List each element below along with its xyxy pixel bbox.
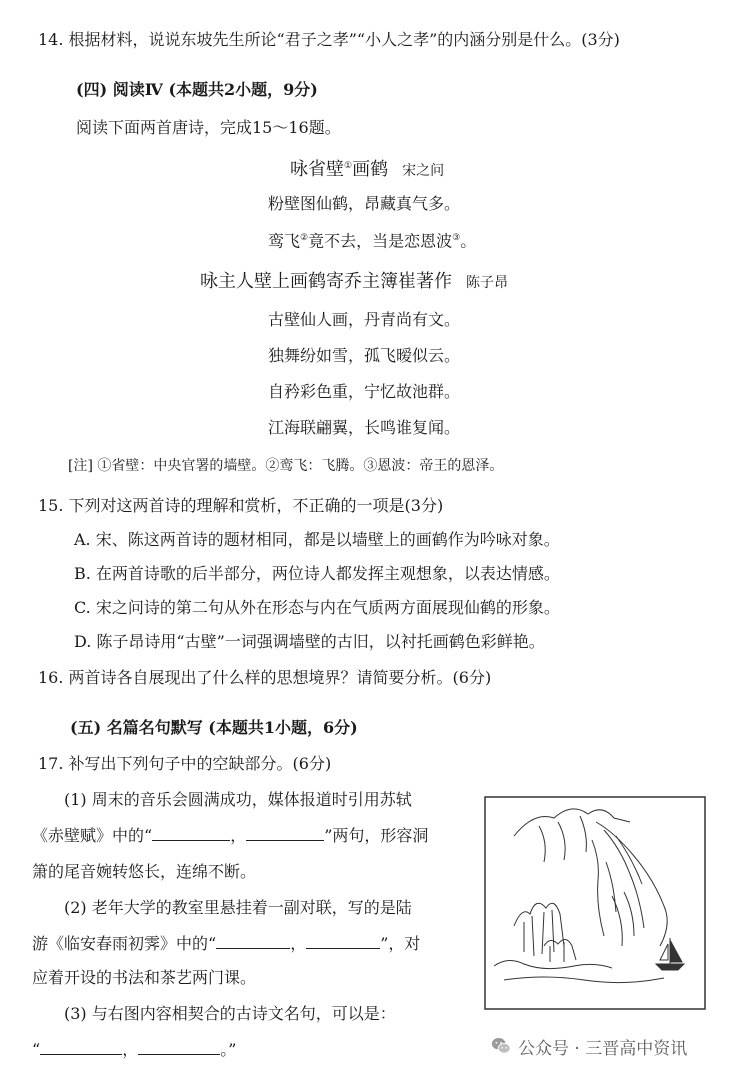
poem-2-author: 陈子昂 [466,275,508,291]
answer-blank[interactable] [152,826,230,841]
poem-1-author: 宋之问 [402,163,445,179]
section-4-heading: (四) 阅读Ⅳ (本题共2小题，9分) [76,80,318,99]
poem-1-title: 咏省壁①画鹤 宋之问 [290,159,445,180]
poem-2-line-2: 独舞纷如雪，孤飞暧似云。 [268,346,461,365]
poem-notes: [注] ①省壁：中央官署的墙壁。②鸾飞：飞腾。③恩波：帝王的恩泽。 [68,458,504,474]
answer-blank[interactable] [138,1040,220,1055]
q17-part-2-line-3: 应着开设的书法和茶艺两门课。 [32,968,257,987]
answer-blank[interactable] [306,934,380,949]
question-15: 15. 下列对这两首诗的理解和赏析，不正确的一项是(3分) [38,496,444,515]
answer-blank[interactable] [216,934,290,949]
section-5-heading: (五) 名篇名句默写 (本题共1小题，6分) [70,718,358,737]
question-16: 16. 两首诗各自展现出了什么样的思想境界？请简要分析。(6分) [38,668,492,687]
option-a: A. 宋、陈这两首诗的题材相同，都是以墙壁上的画鹤作为吟咏对象。 [74,530,560,549]
poem-2-title: 咏主人壁上画鹤寄乔主簿崔著作 陈子昂 [200,271,508,292]
poem-2-line-1: 古壁仙人画，丹青尚有文。 [268,310,461,329]
section-4-instruction: 阅读下面两首唐诗，完成15～16题。 [76,118,341,137]
q17-part-1-line-3: 箫的尾音婉转悠长，连绵不断。 [32,862,257,881]
landscape-sailboat-painting [484,796,706,1010]
answer-blank[interactable] [40,1040,122,1055]
question-17: 17. 补写出下列句子中的空缺部分。(6分) [38,754,332,773]
option-b: B. 在两首诗歌的后半部分，两位诗人都发挥主观想象，以表达情感。 [74,564,560,583]
question-14: 14. 根据材料，说说东坡先生所论“君子之孝”“小人之孝”的内涵分别是什么。(3分) [38,30,620,49]
poem-1-line-2: 鸾飞②竟不去，当是恋恩波③。 [268,231,477,251]
poem-2-line-4: 江海联翩翼，长鸣谁复闻。 [268,418,461,437]
q17-part-2-line-2: 游《临安春雨初霁》中的“ ， ”，对 [32,934,421,953]
answer-blank[interactable] [246,826,324,841]
poem-1-line-1: 粉壁图仙鹤，昂藏真气多。 [268,194,461,213]
q17-part-1-line-2: 《赤壁赋》中的“ ， ”两句，形容洞 [32,826,429,845]
q17-part-3-line-1: (3) 与右图内容相契合的古诗文名句，可以是： [64,1004,396,1023]
option-c: C. 宋之问诗的第二句从外在形态与内在气质两方面展现仙鹤的形象。 [74,598,560,617]
q17-part-1-line-1: (1) 周末的音乐会圆满成功，媒体报道时引用苏轼 [64,790,412,809]
watermark [490,1034,687,1058]
wechat-icon [490,1035,512,1057]
option-d: D. 陈子昂诗用“古壁”一词强调墙壁的古旧，以衬托画鹤色彩鲜艳。 [74,632,545,651]
watermark-text: 公众号 · 三晋高中资讯 [518,1038,688,1059]
poem-2-line-3: 自矜彩色重，宁忆故池群。 [268,382,461,401]
q17-part-3-line-2: “ ， 。” [32,1040,237,1059]
q17-part-2-line-1: (2) 老年大学的教室里悬挂着一副对联，写的是陆 [64,898,412,917]
